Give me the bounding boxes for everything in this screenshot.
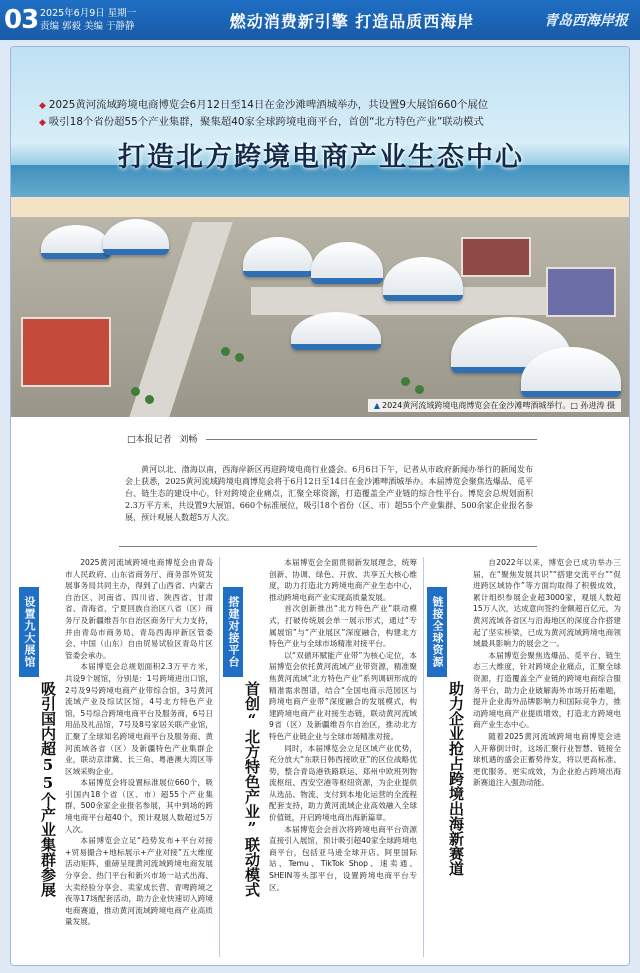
paragraph: 自2022年以来，博览会已成功举办三届，在“聚焦发展共识”“搭建交流平台”“促进跨区域协作”等方面均取得了积极成效，累计组织参展企业超3000家，观展人数超15万人次，达成意向签约金额超百亿元，为黄河流域各省区与沿海地区的深度合作搭建起了坚实桥梁，已成为黄河流域跨境电商领域最具影响力的展会之一。 xyxy=(473,558,621,649)
tree xyxy=(415,385,424,394)
subsection-heading: 吸引国内超55个产业集群参展 xyxy=(39,681,57,897)
bullet-item: ◆ 2025黄河流域跨境电商博览会6月12日至14日在金沙滩啤酒城举办，共设置9大展馆660个展位 xyxy=(39,99,489,111)
article-column xyxy=(427,557,623,957)
byline-label: □本报记者 xyxy=(127,435,172,445)
paragraph: 2025黄河流域跨境电商博览会由青岛市人民政府、山东省商务厅、商务部外贸发展事务局共同主办，得到了山西省、内蒙古自治区、河南省、四川省、陕西省、甘肃省、青海省、宁夏回族自治区八省（区）商务厅及新疆维吾尔自治区商务厅大力支持，并由青岛市商务局、青岛西海岸新区管委会、中国（山东）自由贸易试验区青岛片区管委会承办。 xyxy=(65,558,213,660)
paragraph: 本届博览会全面贯彻新发展理念，统筹创新、协调、绿色、开放、共享五大核心维度，助力打造北方跨境电商产业生态中心，推动跨境电商产业实现高质量发展。 xyxy=(269,558,417,602)
newspaper-logo: 青岛西海岸报 xyxy=(544,13,628,29)
main-headline: 打造北方跨境电商产业生态中心 xyxy=(118,142,524,173)
article-column xyxy=(19,557,215,957)
lead-paragraph: 黄河以北、渤海以南，西海岸新区再迎跨境电商行业盛会。6月6日下午，记者从市政府新闻办举行的新闻发布会上获悉，2025黄河流域跨境电商博览会将于6月12日至14日在金沙滩啤酒城举办。本届博览会聚焦选爆品、觅平台、链生态的建设中心，针对跨境企业痛点，汇聚全球资源，打造覆盖全产业链的综合性平台。博览会总规划面积2.3万平方米，共设置9大展馆、660个标准展位，吸引18个省份（区、市）超55个产业集群、500余家企业报名参展，预计观展人数超5万人次。 xyxy=(125,465,533,522)
paragraph: 本届博览会会首次将跨境电商平台资源直接引入展馆，预计吸引超40家全球跨境电商平台，包括亚马逊全球开店、阿里国际站、Temu、TikTok Shop、速卖通、SHEIN等头部平台，设置跨境电商平台专区。 xyxy=(269,824,417,892)
diamond-icon: ◆ xyxy=(39,101,46,111)
triangle-icon: ▲ xyxy=(373,401,380,410)
byline xyxy=(119,432,206,445)
byline-author: 刘畅 xyxy=(179,435,198,445)
subsection-heading: 首创“北方特色产业”联动模式 xyxy=(243,681,261,897)
building xyxy=(21,317,111,387)
subsection-tag: 设置九大展馆 xyxy=(19,587,39,677)
building xyxy=(546,267,616,317)
hero-photo xyxy=(11,47,630,417)
tree xyxy=(235,353,244,362)
paragraph: 本届博览会立足“趋势发布+平台对接+贸易撮合+地标展示+产业对接”五大维度活动矩阵，重磅呈现黄河流域跨境电商发展分享会、热门平台和新兴市场一站式出海、大卖经验分享会、卖家成长营、青啤跨境之夜等17场配套活动，助力企业快速切入跨境电商赛道，推动黄河流域跨境电商产业高质量发展。 xyxy=(65,836,213,927)
photo-caption: ▲ 2024黄河流域跨境电商博览会在金沙滩啤酒城举行。□ 孙进涛 摄 xyxy=(368,399,621,412)
paragraph: 同时，本届博览会立足区域产业优势，充分放大“东联日韩西接欧亚”的区位战略优势，整合青岛港铁路联运、郑州中欧班列物流枢纽、西安空港等枢纽资源，为企业提供从选品、物流、支付到本地化运营的全流程配套支持，助力黄河流域企业高效融入全球价值链，开启跨境电商出海新篇章。 xyxy=(269,743,417,823)
subsection-tag: 搭建对接平台 xyxy=(223,587,243,677)
column-body xyxy=(473,557,621,789)
paragraph: 本届博览会总规划面积2.3万平方米，共设9个展馆，分别是：1号跨境进出口馆，2号及9号跨境电商产业带综合馆，3号黄河流域产业及综试区馆，4号北方特色产业馆，5号综合跨境电商平台及服务商，6号日用品及礼品馆，7号及8号家居关联产业馆，汇聚了全球知名跨境电商平台及服务商、黄河流域各省（区）及新疆特色产业集群企业，联动京津冀、长三角、粤港澳大湾区等区域采购企业。 xyxy=(65,662,213,776)
building xyxy=(461,237,531,277)
paragraph: 本届博览会聚焦选爆品、觅平台、链生态三大维度，针对跨境企业痛点，汇聚全球资源，打造覆盖全产业链的跨境电商综合服务平台，助力企业破解海外市场开拓难题，提升企业海外品牌影响力和国际竞争力，推动跨境电商产业提质增效，打造北方跨境电商产业生态中心。 xyxy=(473,650,621,730)
paragraph: 首次创新推出“北方特色产业”联动模式，打破传统展会单一展示形式，通过“专属展馆”与“产业展区”深度融合，构建北方特色产业与全球市场精准对接平台。 xyxy=(269,604,417,649)
beach xyxy=(11,197,630,219)
column-body xyxy=(65,557,213,928)
paragraph: 以“双循环赋能产业带”为核心定位，本届博览会依托黄河流域产业带资源，精准聚焦黄河流域“北方特色产业”系列调研形成的精准需求图谱，结合“全国电商示范园区与跨境电商产业带”深度融合的发展模式，构建跨境电商产业对接生态链，联动黄河流域9省（区）及新疆维吾尔自治区，推动北方特色产业链企业与全球市场精准对接。 xyxy=(269,650,417,741)
subsection-tag: 链接全球资源 xyxy=(427,587,447,677)
article-column xyxy=(223,557,419,957)
paragraph: 本届博览会将设置标准展位660个，吸引国内18个省（区、市）超55个产业集群，500余家企业报名参展，其中到场的跨境电商平台超40个，预计观展人数超过5万人次。 xyxy=(65,778,213,834)
subsection-heading: 助力企业抢占跨境出海新赛道 xyxy=(447,681,465,876)
diamond-icon: ◆ xyxy=(39,118,46,128)
lead-box xyxy=(119,435,537,547)
tree xyxy=(401,377,410,386)
tree xyxy=(221,347,230,356)
paragraph: 随着2025黄河流域跨境电商博览会进入开幕倒计时，这场汇聚行业智慧、链接全球机遇的盛会正蓄势待发，将以更高标准、更优服务、更实成效，为企业抢占跨境出海新赛道注入强劲动能。 xyxy=(473,731,621,788)
column-body xyxy=(269,557,417,893)
header-meta xyxy=(40,7,160,33)
column-divider xyxy=(219,557,220,957)
tree xyxy=(145,395,154,404)
page-header xyxy=(0,0,640,40)
headline-bullets xyxy=(39,97,609,131)
editors: 责编 郭毅 美编 于静静 xyxy=(40,21,135,32)
page-number: 03 xyxy=(4,5,39,35)
column-divider xyxy=(423,557,424,957)
page-frame xyxy=(10,46,630,966)
tree xyxy=(131,387,140,396)
bullet-item: ◆ 吸引18个省份超55个产业集群，聚集超40家全球跨境电商平台，首创“北方特色产业”联动模式 xyxy=(39,116,484,128)
issue-date: 2025年6月9日 星期一 xyxy=(40,8,137,19)
section-title: 燃动消费新引擎 打造品质西海岸 xyxy=(229,11,475,31)
